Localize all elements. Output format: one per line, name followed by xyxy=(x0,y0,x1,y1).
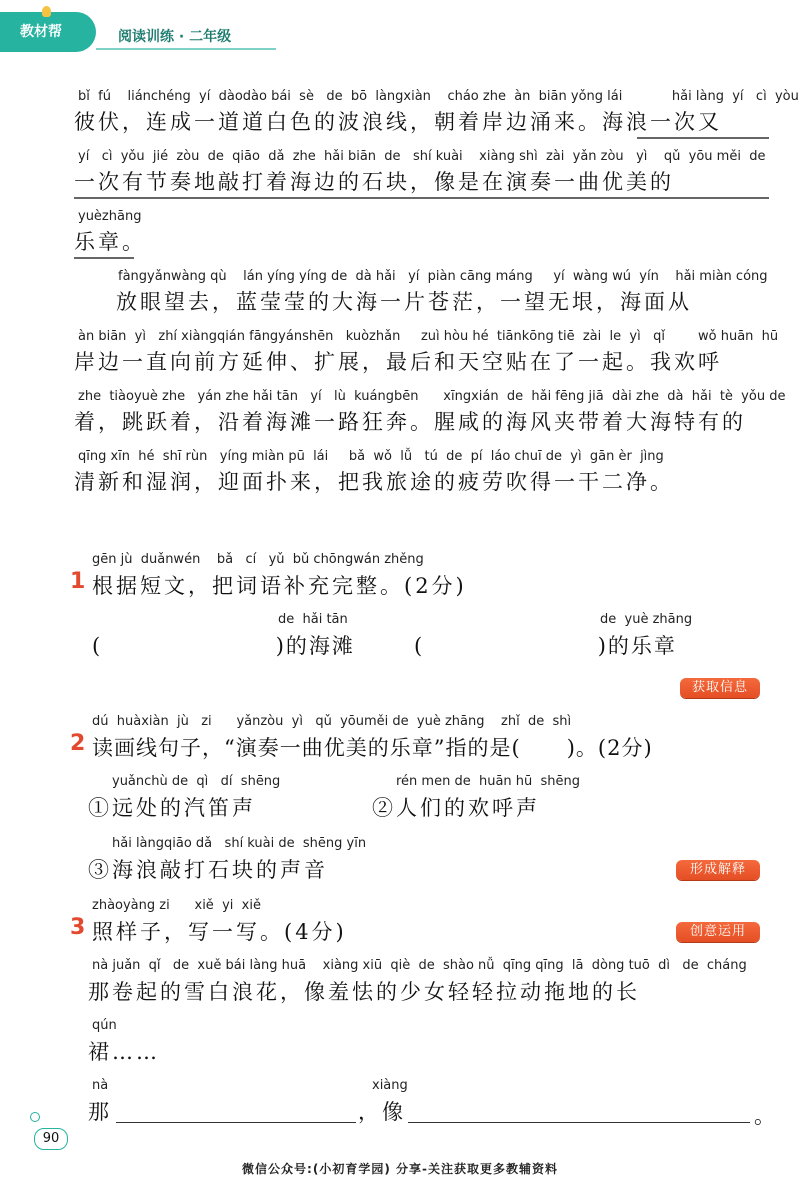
passage-line: 清新和湿润，迎面扑来，把我旅途的疲劳吹得一干二净。 xyxy=(74,470,674,494)
fill-pinyin: nà xyxy=(92,1078,109,1093)
option-1[interactable]: ①远处的汽笛声 xyxy=(88,796,256,820)
passage-line: 一次有节奏地敲打着海边的石块，像是在演奏一曲优美的 xyxy=(74,170,674,194)
example-pinyin: qún xyxy=(92,1018,117,1033)
answer-blank-a[interactable]: ( )的海滩 xyxy=(92,634,355,658)
pinyin-line: bǐ fú liánchéng yí dàodào bái sè de bō làngxiàn cháo zhe àn biān yǒng lái hǎi làng yí cì yòu xyxy=(78,89,799,104)
fill-end: 。 xyxy=(754,1104,778,1128)
answer-line-1[interactable] xyxy=(116,1122,356,1123)
question-pinyin: gēn jù duǎnwén bǎ cí yǔ bǔ chōngwán zhěng xyxy=(92,552,424,567)
skill-tag: 创意运用 xyxy=(676,922,760,942)
pinyin-line: àn biān yì zhí xiàngqián fāngyánshēn kuòzhǎn zuì hòu hé tiānkōng tiē zài le yì qǐ wǒ huān hū xyxy=(78,329,779,344)
sentence-underline xyxy=(637,137,769,139)
pinyin-line: zhe tiàoyuè zhe yán zhe hǎi tān yí lù kuángbēn xīngxián de hǎi fēng jiā dài zhe dà hǎi tè yǒu de xyxy=(78,389,786,404)
skill-tag: 获取信息 xyxy=(680,678,760,698)
footer-note: 微信公众号:(小初育学园) 分享-关注获取更多教辅资料 xyxy=(242,1162,558,1176)
answer-line-2[interactable] xyxy=(408,1122,750,1123)
passage-line: 彼伏，连成一道道白色的波浪线，朝着岸边涌来。海浪一次又 xyxy=(74,110,722,134)
question-pinyin: zhàoyàng zi xiě yi xiě xyxy=(92,898,261,913)
passage-line: 放眼望去，蓝莹莹的大海一片苍茫，一望无垠，海面从 xyxy=(116,290,692,314)
question-text: 照样子，写一写。(4分) xyxy=(92,920,347,944)
pinyin-line: fàngyǎnwàng qù lán yíng yíng de dà hǎi yí piàn cāng máng yí wàng wú yín hǎi miàn cóng xyxy=(118,269,768,284)
passage-line: 着，跳跃着，沿着海滩一路狂奔。腥咸的海风夹带着大海特有的 xyxy=(74,410,746,434)
sentence-underline xyxy=(74,197,769,199)
option-pinyin: rén men de huān hū shēng xyxy=(396,774,581,789)
answer-pinyin: de yuè zhāng xyxy=(600,612,693,627)
option-3[interactable]: ③海浪敲打石块的声音 xyxy=(88,858,328,882)
example-sentence: 那卷起的雪白浪花，像羞怯的少女轻轻拉动拖地的长 xyxy=(88,980,640,1004)
passage-line: 岸边一直向前方延伸、扩展，最后和天空贴在了一起。我欢呼 xyxy=(74,350,722,374)
pinyin-line: qīng xīn hé shī rùn yíng miàn pū lái bǎ wǒ lǚ tú de pí láo chuī de yì gān èr jìng xyxy=(78,449,664,464)
question-number: 1 xyxy=(70,569,86,594)
pinyin-line: yí cì yǒu jié zòu de qiāo dǎ zhe hǎi biān de shí kuài xiàng shì zài yǎn zòu yì qǔ yōu měi de xyxy=(78,149,766,164)
fill-word: 那 xyxy=(88,1100,112,1124)
pinyin-line: yuèzhāng xyxy=(78,209,142,224)
section-title: 阅读训练 · 二年级 xyxy=(118,29,232,45)
example-sentence: 裙…… xyxy=(88,1040,160,1064)
question-pinyin: dú huàxiàn jù zi yǎnzòu yì qǔ yōuměi de yuè zhāng zhǐ de shì xyxy=(92,714,572,729)
answer-pinyin: de hǎi tān xyxy=(278,612,348,627)
fill-word: ，像 xyxy=(358,1100,406,1124)
skill-tag: 形成解释 xyxy=(676,860,760,880)
question-number: 3 xyxy=(70,915,86,940)
book-badge: 教材帮 xyxy=(0,12,96,52)
passage-line: 乐章。 xyxy=(74,230,146,254)
lightbulb-icon xyxy=(42,6,51,17)
question-text: 读画线句子，“演奏一曲优美的乐章”指的是( )。(2分) xyxy=(92,736,653,760)
page-ornament xyxy=(30,1112,40,1122)
page-number: 90 xyxy=(34,1128,68,1150)
question-text: 根据短文，把词语补充完整。(2分) xyxy=(92,574,467,598)
question-number: 2 xyxy=(70,731,86,756)
fill-pinyin: xiàng xyxy=(372,1078,408,1093)
option-2[interactable]: ②人们的欢呼声 xyxy=(372,796,540,820)
option-pinyin: hǎi làngqiāo dǎ shí kuài de shēng yīn xyxy=(112,836,367,851)
sentence-underline xyxy=(74,257,134,259)
answer-blank-b[interactable]: ( )的乐章 xyxy=(414,634,677,658)
example-pinyin: nà juǎn qǐ de xuě bái làng huā xiàng xiū qiè de shào nǚ qīng qīng lā dòng tuō dì de cháng xyxy=(92,958,747,973)
header-divider xyxy=(96,48,276,50)
option-pinyin: yuǎnchù de qì dí shēng xyxy=(112,774,281,789)
